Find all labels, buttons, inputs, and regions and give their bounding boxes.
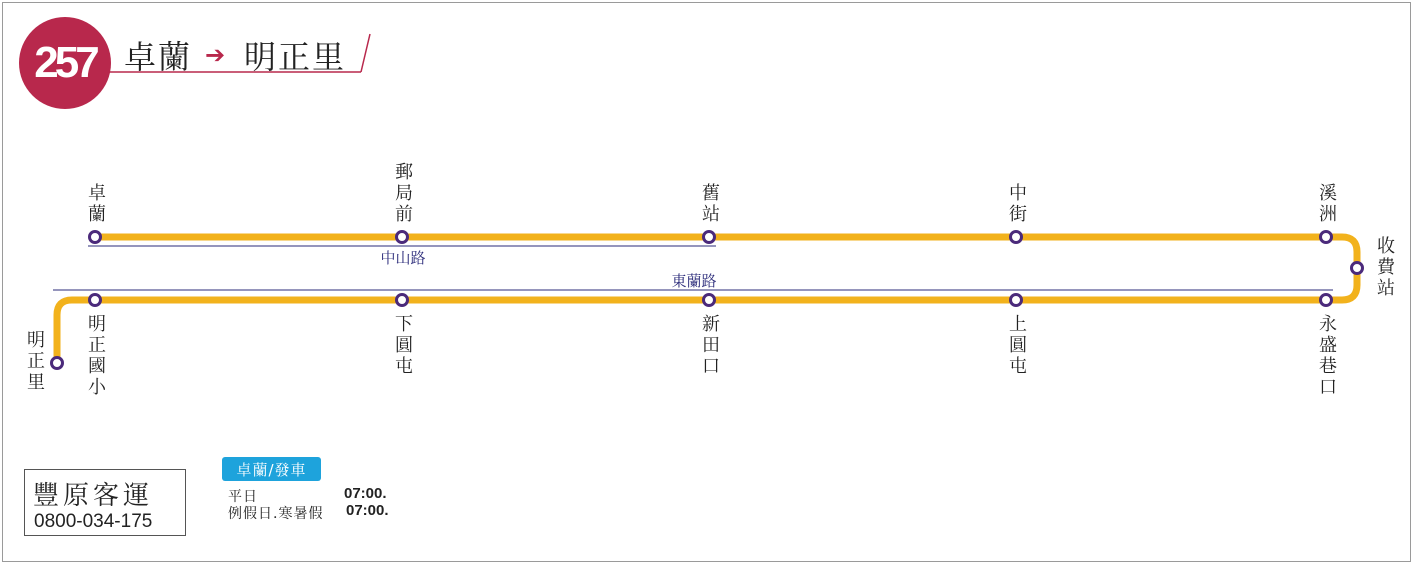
station-marker (90, 232, 101, 243)
company-phone: 0800-034-175 (34, 511, 153, 532)
station-label: 明正里 (24, 330, 45, 393)
station-label: 卓蘭 (85, 183, 106, 225)
station-marker (52, 358, 63, 369)
station-marker (1321, 295, 1332, 306)
station-label: 上圓屯 (1006, 314, 1027, 377)
schedule-label-holiday: 例假日.寒暑假 (228, 506, 324, 522)
schedule-label-weekday: 平日 (228, 489, 258, 505)
road-label-bottom: 東蘭路 (671, 272, 717, 290)
station-label: 溪洲 (1316, 183, 1337, 225)
station-marker (1011, 232, 1022, 243)
destination-title: 明正里 (244, 38, 347, 76)
road-label-top: 中山路 (380, 249, 426, 267)
station-label: 明正國小 (85, 314, 106, 398)
station-marker (90, 295, 101, 306)
schedule-time-holiday: 07:00. (346, 502, 389, 519)
company-name: 豐原客運 (33, 481, 154, 511)
station-label: 郵局前 (392, 162, 413, 225)
station-marker (704, 295, 715, 306)
station-marker (1352, 263, 1363, 274)
station-marker (1011, 295, 1022, 306)
departure-badge (222, 457, 321, 481)
origin-title: 卓蘭 (124, 38, 193, 76)
station-marker (1321, 232, 1332, 243)
station-label: 永盛巷口 (1316, 314, 1337, 398)
station-label: 舊站 (699, 183, 720, 225)
station-marker (704, 232, 715, 243)
route-number: 257 (34, 38, 96, 87)
station-marker (397, 295, 408, 306)
station-label: 新田口 (699, 314, 720, 377)
station-label: 收費站 (1374, 236, 1395, 299)
schedule-time-weekday: 07:00. (344, 485, 387, 502)
direction-arrow-icon: ➔ (205, 41, 226, 69)
station-marker (397, 232, 408, 243)
departure-label: 卓蘭/發車 (236, 460, 307, 479)
company-box (24, 469, 186, 536)
station-label: 中街 (1006, 183, 1027, 225)
station-label: 下圓屯 (392, 314, 413, 377)
